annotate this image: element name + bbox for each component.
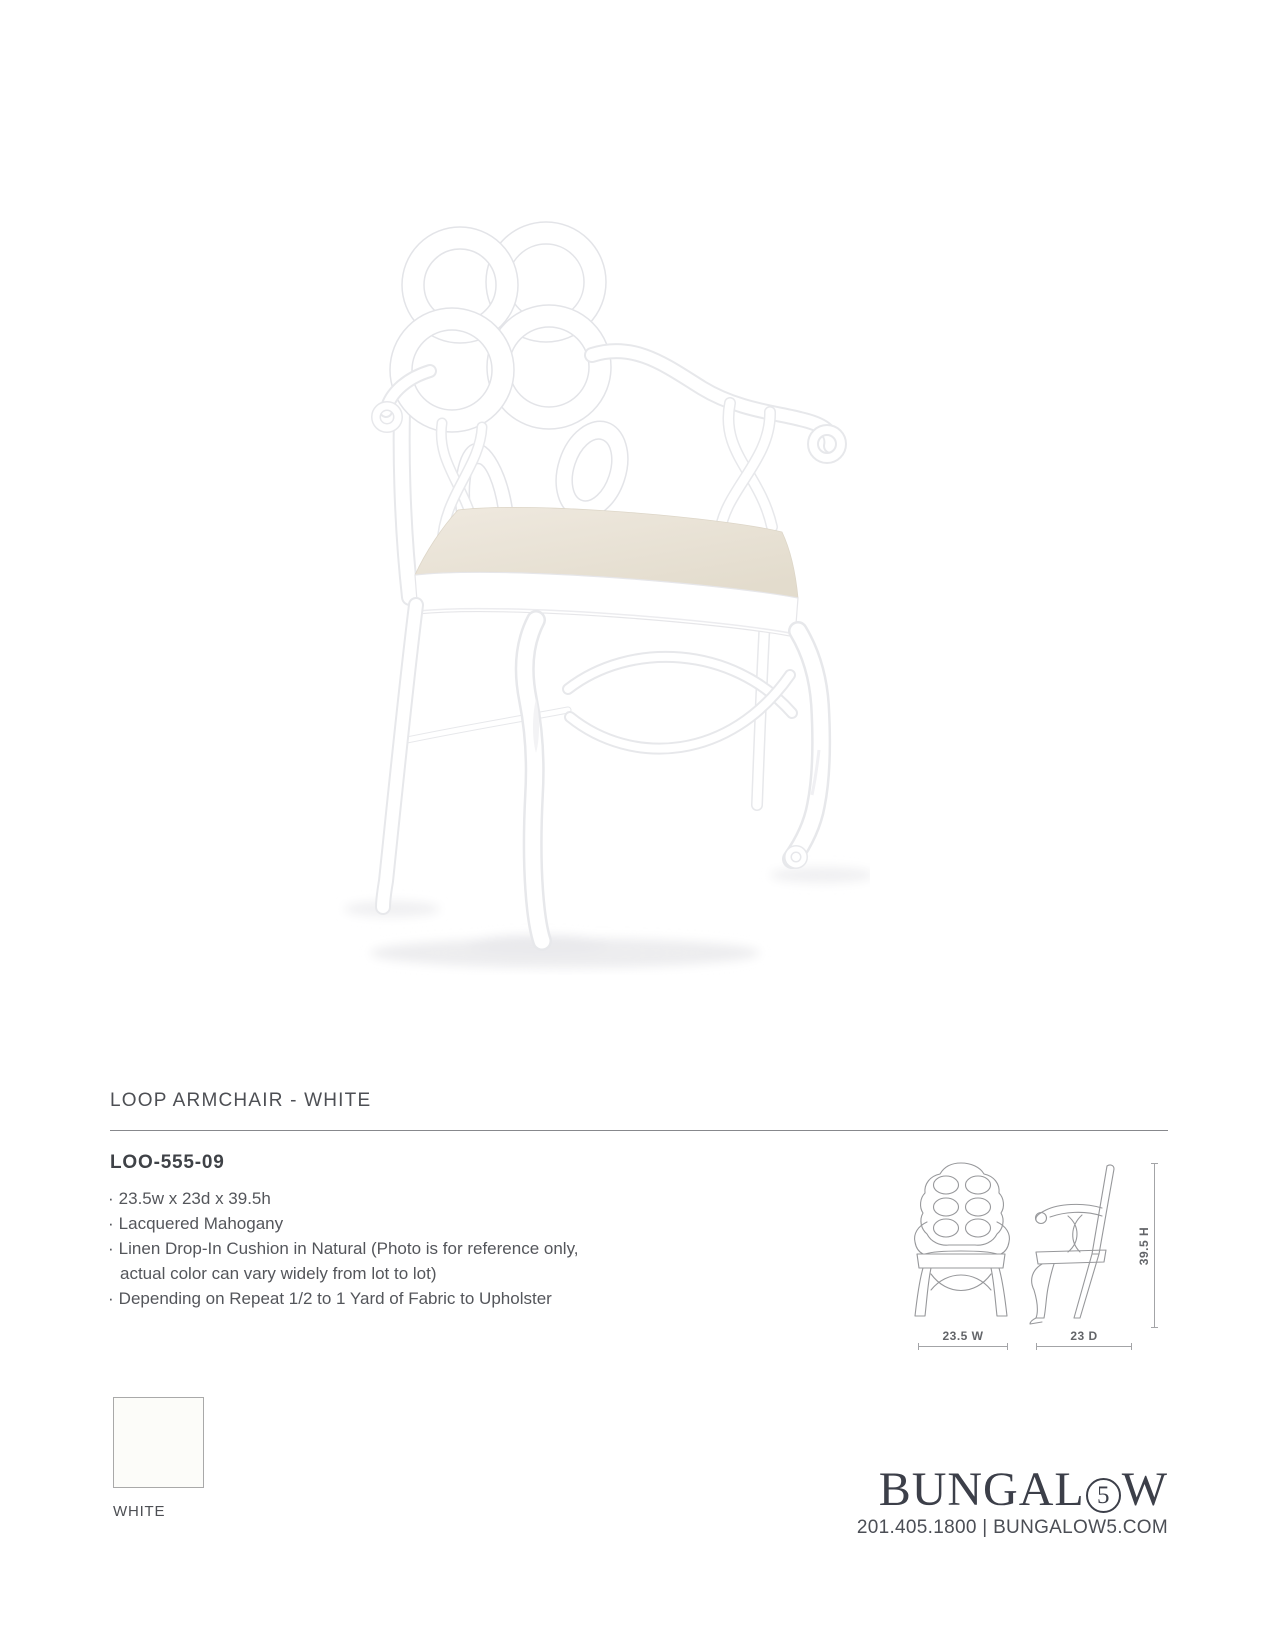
dimension-tick	[1131, 1343, 1132, 1350]
divider	[110, 1130, 1168, 1131]
logo-circled-five	[1086, 1478, 1121, 1513]
height-dimension-line	[1154, 1163, 1155, 1328]
bullet-dot: ·	[108, 1189, 114, 1208]
height-dimension-label: 39.5 H	[1137, 1226, 1151, 1266]
bullet-dot: ·	[108, 1214, 114, 1233]
color-swatch	[113, 1397, 204, 1488]
chair-loop-back	[390, 222, 611, 432]
logo-text-prefix: BUNGAL	[878, 1463, 1085, 1516]
side-view-drawing	[1022, 1158, 1134, 1330]
spec-text: Lacquered Mahogany	[118, 1214, 284, 1233]
depth-dimension-label: 23 D	[1070, 1329, 1098, 1343]
dimension-tick	[1151, 1163, 1158, 1164]
dimension-tick	[1007, 1343, 1008, 1350]
spec-item	[108, 1211, 608, 1236]
dimension-tick	[1036, 1343, 1037, 1350]
page-title: LOOP ARMCHAIR - WHITE	[110, 1090, 372, 1111]
dimension-tick	[1151, 1327, 1158, 1328]
spec-text: Depending on Repeat 1/2 to 1 Yard of Fabric to Upholster	[118, 1289, 552, 1308]
bullet-dot: ·	[108, 1239, 114, 1258]
product-photo	[330, 165, 870, 975]
spec-item	[108, 1186, 608, 1211]
chair-right-arm	[592, 351, 841, 533]
logo-digit: 5	[1096, 1482, 1110, 1509]
brand-logo	[700, 1462, 1168, 1517]
spec-item	[108, 1286, 608, 1311]
product-sku: LOO-555-09	[110, 1152, 225, 1173]
logo-text-suffix: W	[1121, 1463, 1168, 1516]
spec-text: Linen Drop-In Cushion in Natural (Photo is for reference only, actual color can vary widely from lot to lot)	[118, 1239, 579, 1283]
bullet-dot: ·	[108, 1289, 114, 1308]
brand-contact: 201.405.1800 | BUNGALOW5.COM	[856, 1517, 1168, 1538]
width-dimension-line	[918, 1346, 1008, 1347]
chair-rear-frame	[402, 601, 766, 805]
spec-item	[108, 1236, 608, 1286]
floor-shadow	[344, 867, 870, 968]
depth-dimension-line	[1036, 1346, 1132, 1347]
dimension-tick	[918, 1343, 919, 1350]
width-dimension-label: 23.5 W	[942, 1329, 984, 1343]
spec-text: 23.5w x 23d x 39.5h	[118, 1189, 271, 1208]
front-view-drawing	[905, 1158, 1017, 1330]
spec-list	[108, 1186, 608, 1311]
swatch-label: WHITE	[113, 1503, 166, 1520]
